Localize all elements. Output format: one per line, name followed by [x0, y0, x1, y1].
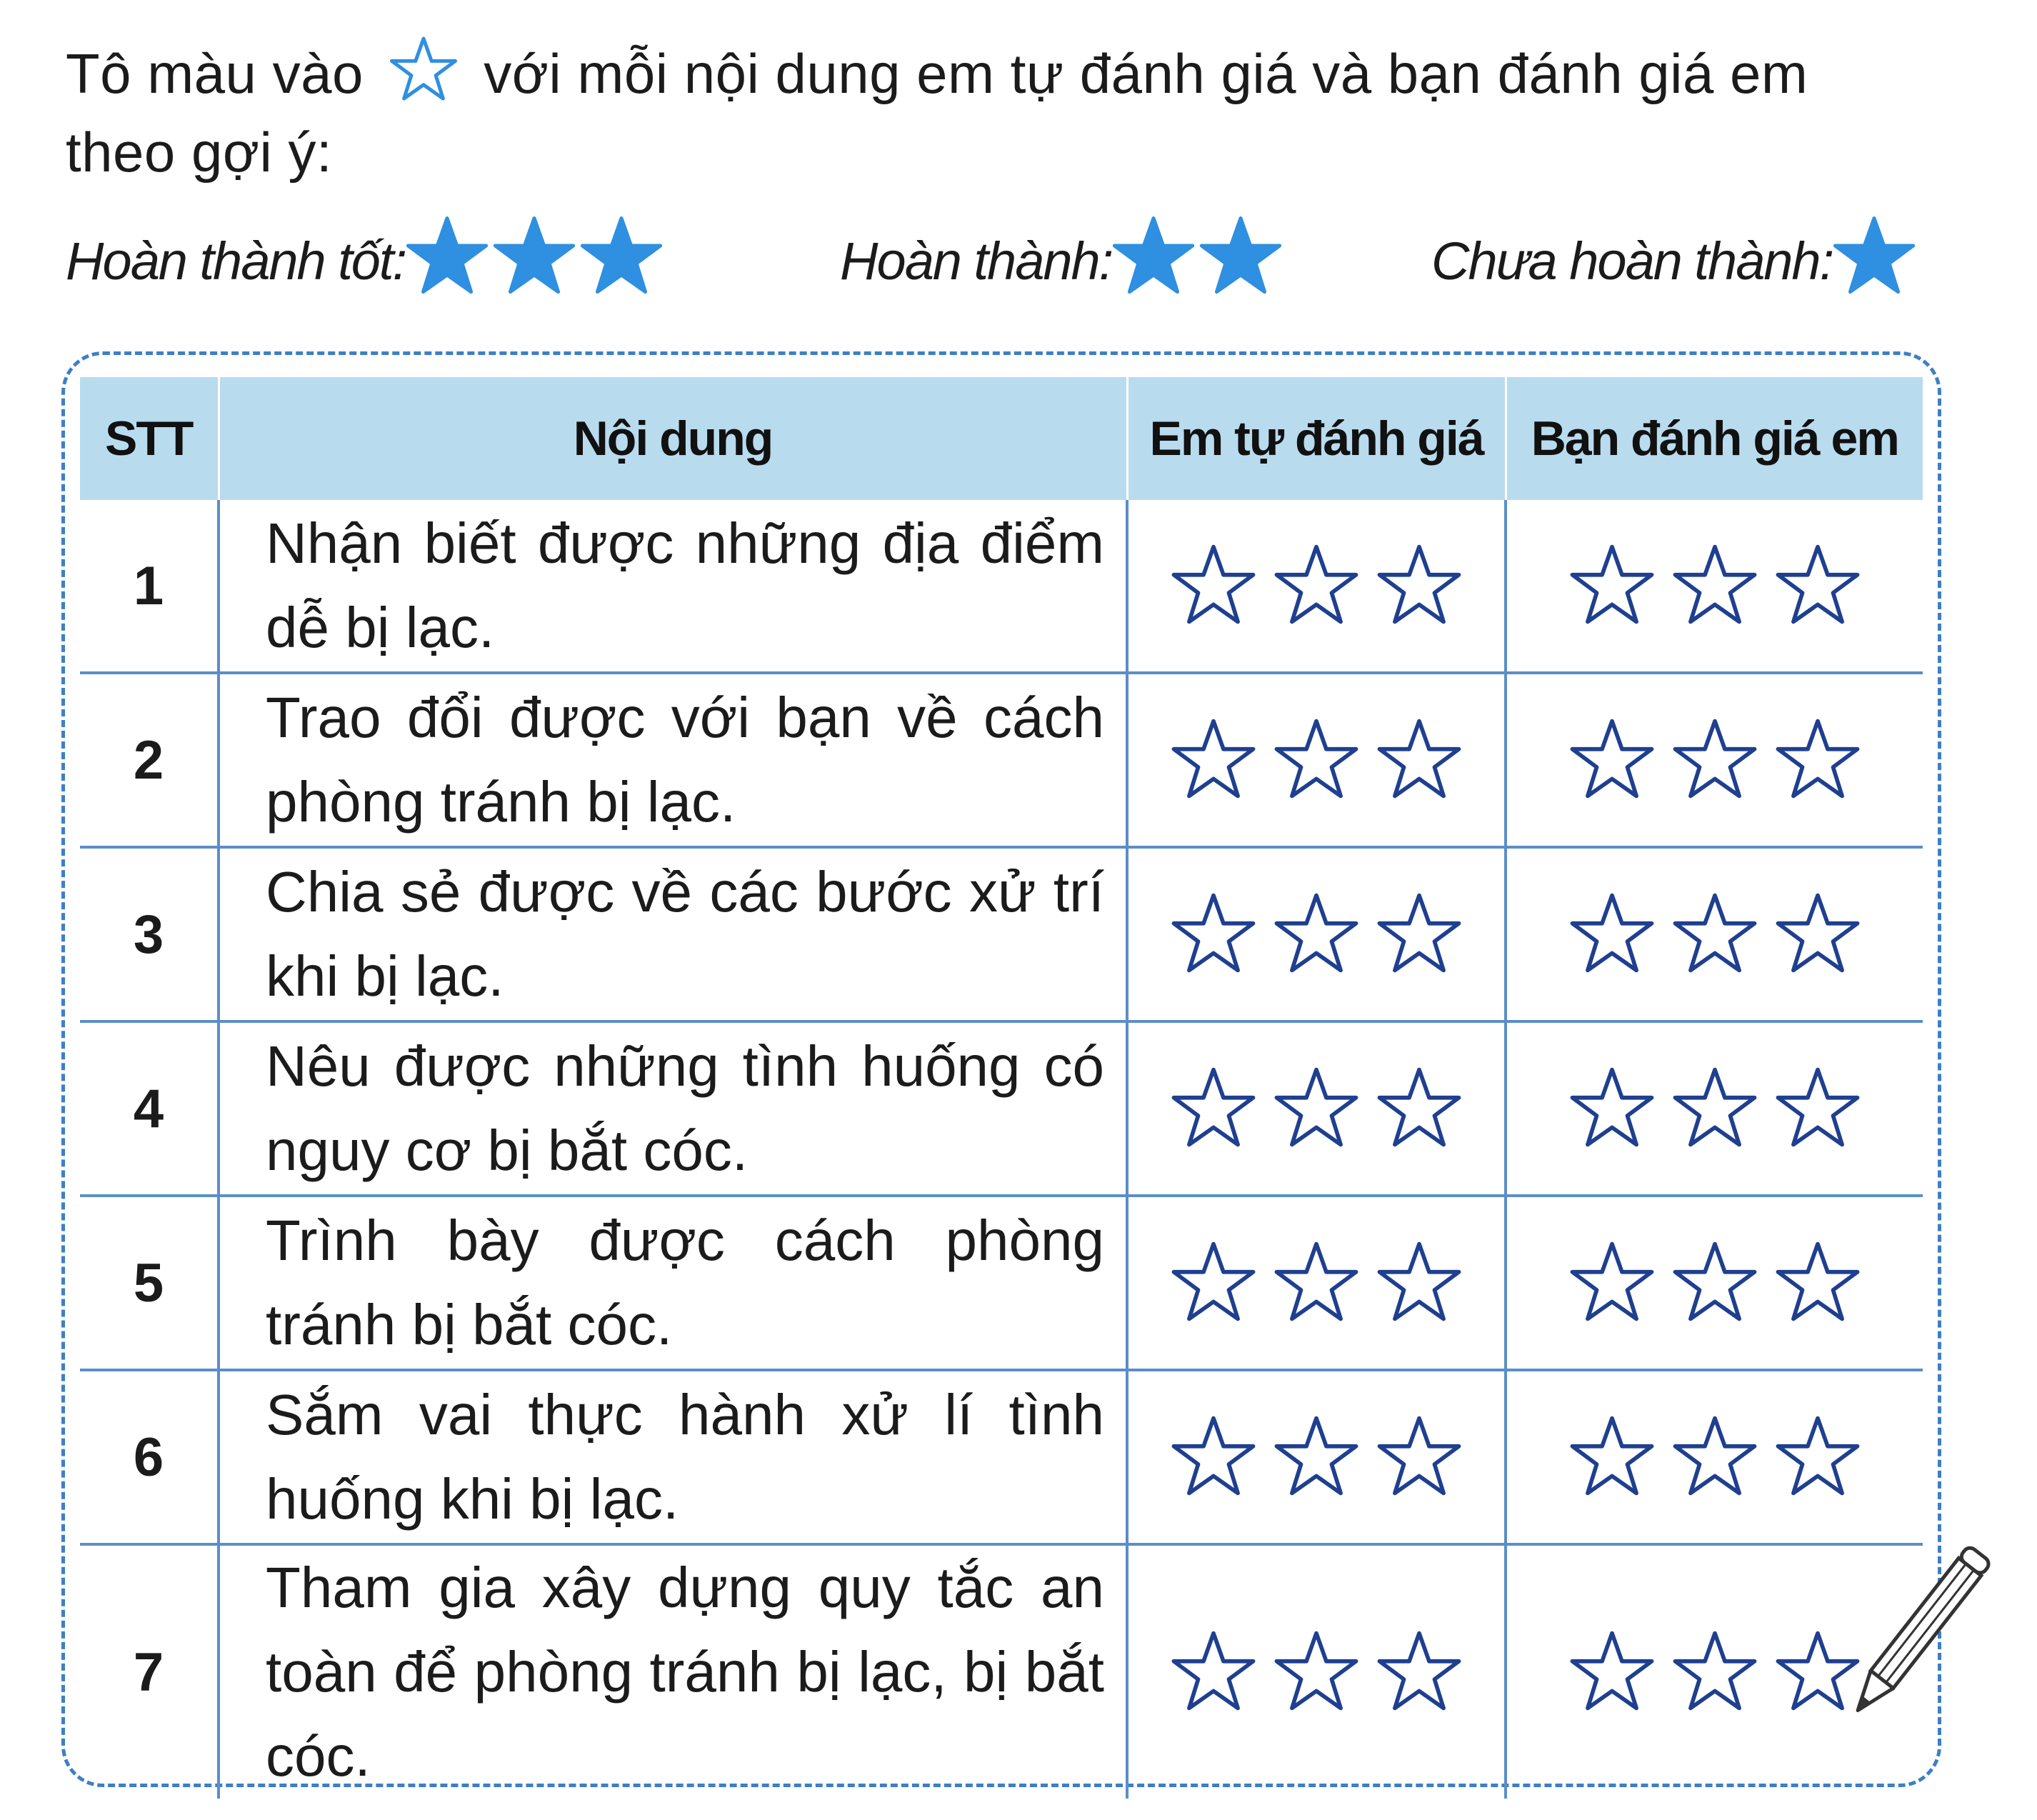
legend-stars — [1833, 213, 1920, 309]
star-outline-icon[interactable] — [1668, 541, 1761, 627]
star-filled-icon — [576, 213, 667, 297]
star-outline-icon[interactable] — [1373, 890, 1466, 976]
legend-label: Hoàn thành: — [840, 231, 1113, 291]
self-rating-cell — [1127, 847, 1506, 1021]
row-number: 5 — [80, 1196, 219, 1370]
star-outline-icon[interactable] — [1566, 1628, 1658, 1714]
star-outline-icon[interactable] — [1566, 716, 1658, 801]
star-rating[interactable] — [1167, 1628, 1466, 1714]
star-rating[interactable] — [1167, 541, 1466, 627]
star-outline-icon[interactable] — [1668, 1413, 1761, 1499]
star-outline-icon[interactable] — [1167, 541, 1260, 627]
star-rating[interactable] — [1566, 1413, 1864, 1499]
star-outline-icon[interactable] — [1373, 1413, 1466, 1499]
self-assessment-table — [80, 377, 1923, 1799]
legend-complete — [840, 214, 1286, 307]
instruction-after: với mỗi nội dung em tự đánh giá và bạn đánh giá em — [484, 42, 1808, 105]
star-outline-icon[interactable] — [1373, 541, 1466, 627]
legend-incomplete — [1431, 214, 1920, 307]
star-outline-icon[interactable] — [1771, 716, 1864, 801]
star-outline-icon[interactable] — [1566, 1064, 1658, 1150]
table-body — [80, 500, 1923, 1799]
star-filled-icon — [401, 213, 493, 297]
star-rating[interactable] — [1167, 1064, 1466, 1150]
star-outline-icon[interactable] — [1566, 1413, 1658, 1499]
legend-excellent — [66, 214, 667, 307]
star-rating[interactable] — [1566, 890, 1864, 976]
star-outline-icon[interactable] — [1167, 1628, 1260, 1714]
star-outline-icon[interactable] — [1373, 1064, 1466, 1150]
star-outline-icon[interactable] — [1771, 890, 1864, 976]
star-outline-icon[interactable] — [1270, 1413, 1363, 1499]
self-rating-cell — [1127, 1370, 1506, 1544]
star-outline-icon[interactable] — [1270, 541, 1363, 627]
self-rating-cell — [1127, 673, 1506, 847]
star-outline-icon[interactable] — [1270, 716, 1363, 801]
legend-label: Chưa hoàn thành: — [1431, 231, 1833, 291]
star-outline-icon[interactable] — [1167, 1413, 1260, 1499]
row-content: Chia sẻ được về các bước xử trí khi bị lạc. — [219, 847, 1127, 1021]
peer-rating-cell — [1506, 673, 1923, 847]
star-rating[interactable] — [1167, 716, 1466, 801]
header-content: Nội dung — [219, 377, 1127, 500]
header-peer-assessment: Bạn đánh giá em — [1506, 377, 1923, 500]
star-rating[interactable] — [1566, 1628, 1864, 1714]
star-outline-icon[interactable] — [1167, 1064, 1260, 1150]
star-outline-icon[interactable] — [1566, 1239, 1658, 1324]
row-content: Tham gia xây dựng quy tắc an toàn để phòng tránh bị lạc, bị bắt cóc. — [219, 1544, 1127, 1799]
self-rating-cell — [1127, 1544, 1506, 1799]
row-number: 7 — [80, 1544, 219, 1799]
star-outline-icon[interactable] — [1668, 890, 1761, 976]
star-rating[interactable] — [1566, 1064, 1864, 1150]
peer-rating-cell — [1506, 1021, 1923, 1196]
star-outline-icon[interactable] — [1771, 1064, 1864, 1150]
star-outline-icon[interactable] — [1167, 716, 1260, 801]
table-row — [80, 847, 1923, 1021]
row-content: Nhận biết được những địa điểm dễ bị lạc. — [219, 500, 1127, 673]
table-header-row — [80, 377, 1923, 500]
star-outline-icon[interactable] — [1668, 1064, 1761, 1150]
star-rating[interactable] — [1566, 1239, 1864, 1324]
star-outline-icon[interactable] — [1270, 1239, 1363, 1324]
star-rating[interactable] — [1167, 1239, 1466, 1324]
star-outline-icon[interactable] — [1668, 1628, 1761, 1714]
star-filled-icon — [489, 213, 580, 297]
instruction-line2: theo gợi ý: — [66, 121, 333, 184]
row-number: 6 — [80, 1370, 219, 1544]
peer-rating-cell — [1506, 847, 1923, 1021]
instruction-text — [66, 34, 1966, 191]
star-rating[interactable] — [1167, 890, 1466, 976]
table-row — [80, 673, 1923, 847]
star-rating[interactable] — [1167, 1413, 1466, 1499]
star-rating[interactable] — [1566, 716, 1864, 801]
star-outline-icon[interactable] — [1270, 890, 1363, 976]
row-number: 1 — [133, 555, 164, 616]
row-content: Sắm vai thực hành xử lí tình huống khi bị lạc. — [219, 1370, 1127, 1544]
star-outline-icon[interactable] — [1373, 1628, 1466, 1714]
star-outline-icon[interactable] — [1167, 1239, 1260, 1324]
table-row — [80, 1544, 1923, 1799]
legend-stars — [406, 213, 667, 309]
star-outline-icon[interactable] — [1771, 1239, 1864, 1324]
instruction-before: Tô màu vào — [66, 42, 364, 105]
star-filled-icon — [1195, 213, 1286, 297]
peer-rating-cell — [1506, 1196, 1923, 1370]
row-number: 4 — [80, 1021, 219, 1196]
star-filled-icon — [1108, 213, 1199, 297]
pencil-icon — [1828, 1536, 1993, 1750]
star-outline-icon[interactable] — [1167, 890, 1260, 976]
self-rating-cell — [1127, 1021, 1506, 1196]
table-row — [80, 1370, 1923, 1544]
row-content: Nêu được những tình huống có nguy cơ bị bắt cóc. — [219, 1021, 1127, 1196]
peer-rating-cell — [1506, 1370, 1923, 1544]
table-row — [80, 1021, 1923, 1196]
star-outline-icon[interactable] — [1668, 716, 1761, 801]
star-outline-icon — [384, 34, 464, 103]
star-outline-icon[interactable] — [1668, 1239, 1761, 1324]
row-number: 3 — [80, 847, 219, 1021]
row-number: 2 — [80, 673, 219, 847]
star-outline-icon[interactable] — [1771, 541, 1864, 627]
legend-label: Hoàn thành tốt: — [66, 231, 406, 291]
star-outline-icon[interactable] — [1566, 541, 1658, 627]
table-row — [80, 1196, 1923, 1370]
star-outline-icon[interactable] — [1373, 1239, 1466, 1324]
star-outline-icon[interactable] — [1270, 1064, 1363, 1150]
header-stt: STT — [80, 377, 219, 500]
peer-rating-cell — [1506, 500, 1923, 673]
star-outline-icon[interactable] — [1771, 1413, 1864, 1499]
self-rating-cell — [1127, 1196, 1506, 1370]
star-outline-icon[interactable] — [1566, 890, 1658, 976]
header-self-assessment: Em tự đánh giá — [1127, 377, 1506, 500]
star-filled-icon — [1828, 213, 1920, 297]
star-rating[interactable] — [1566, 541, 1864, 627]
table-row — [80, 500, 1923, 673]
row-content: Trình bày được cách phòng tránh bị bắt cóc. — [219, 1196, 1127, 1370]
rating-legend — [66, 214, 1966, 307]
row-content: Trao đổi được với bạn về cách phòng tránh bị lạc. — [219, 673, 1127, 847]
star-outline-icon[interactable] — [1270, 1628, 1363, 1714]
star-outline-icon[interactable] — [1373, 716, 1466, 801]
self-rating-cell — [1127, 500, 1506, 673]
legend-stars — [1112, 213, 1286, 309]
